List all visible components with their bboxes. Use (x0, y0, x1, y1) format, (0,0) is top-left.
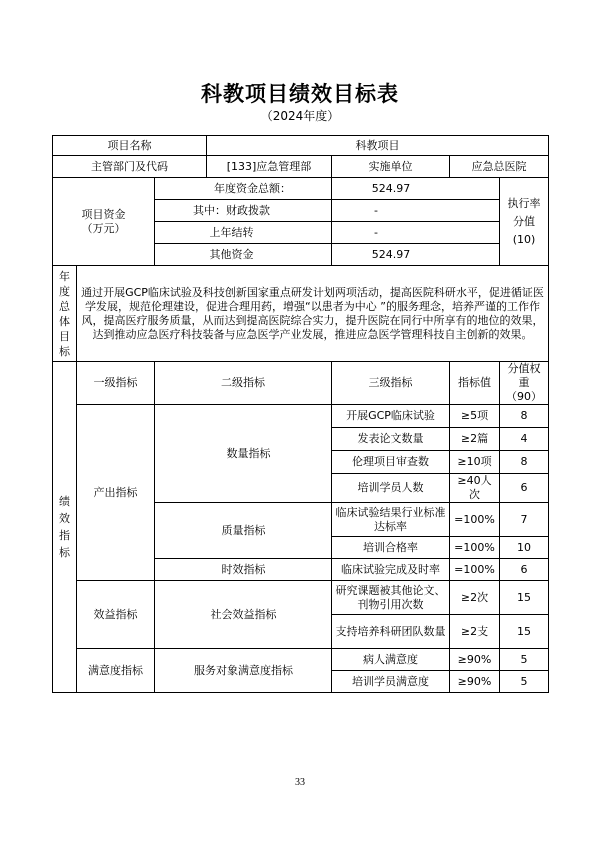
level2-quality: 质量指标 (155, 503, 332, 559)
funds-fiscal-label: 其中：财政拨款 (155, 200, 332, 222)
indicator-value: ≥2支 (450, 615, 500, 649)
table-row (53, 156, 549, 178)
dept-value: [133]应急管理部 (207, 156, 332, 178)
header-weight: 分值权重 （90） (500, 362, 549, 405)
header-level1: 一级指标 (77, 362, 155, 405)
table-row (53, 405, 549, 428)
indicator-weight: 5 (500, 671, 549, 693)
indicator-value: =100% (450, 537, 500, 559)
indicator-weight: 7 (500, 503, 549, 537)
header-level3: 三级指标 (332, 362, 450, 405)
unit-value: 应急总医院 (450, 156, 549, 178)
indicator-name: 开展GCP临床试验 (332, 405, 450, 428)
indicator-name: 临床试验结果行业标准达标率 (332, 503, 450, 537)
table-row (53, 649, 549, 671)
goal-label: 年 度 总 体 目 标 (53, 266, 77, 362)
indicator-value: ≥40人次 (450, 474, 500, 503)
indicator-name: 支持培养科研团队数量 (332, 615, 450, 649)
page-number: 33 (295, 777, 305, 788)
funds-label: 项目资金 （万元） (53, 178, 155, 266)
indicator-value: ≥90% (450, 649, 500, 671)
indicator-name: 培训学员满意度 (332, 671, 450, 693)
performance-table (52, 135, 549, 693)
document-subtitle: （2024年度） (260, 109, 340, 123)
indicator-name: 研究课题被其他论文、刊物引用次数 (332, 581, 450, 615)
level1-benefit: 效益指标 (77, 581, 155, 649)
level1-output: 产出指标 (77, 405, 155, 581)
indicator-value: ≥2篇 (450, 428, 500, 451)
funds-total-label: 年度资金总额： (155, 178, 332, 200)
indicator-weight: 6 (500, 559, 549, 581)
funds-carryover-label: 上年结转 (155, 222, 332, 244)
header-level2: 二级指标 (155, 362, 332, 405)
exec-rate-label: 执行率 分值(10) (500, 178, 549, 266)
header-value: 指标值 (450, 362, 500, 405)
goal-text: 通过开展GCP临床试验及科技创新国家重点研发计划两项活动，提高医院科研水平，促进循证医学发展，规范伦理建设，促进合理用药，增强“以患者为中心 ”的服务理念，培养严谨的工作作风，提高医疗服务质量，从而达到提高医院综合实力，提升医院在同行中所享有的地位的效果，达到推动应急医疗科技装备与应急医学产业发展，推进应急医学管理科技自主创新的效果。 (77, 266, 549, 362)
indicator-weight: 8 (500, 451, 549, 474)
indicator-name: 临床试验完成及时率 (332, 559, 450, 581)
indicator-weight: 15 (500, 615, 549, 649)
funds-carryover-value: - (332, 222, 500, 244)
indicator-name: 发表论文数量 (332, 428, 450, 451)
level2-timeliness: 时效指标 (155, 559, 332, 581)
level2-quantity: 数量指标 (155, 405, 332, 503)
unit-label: 实施单位 (332, 156, 450, 178)
indicator-weight: 8 (500, 405, 549, 428)
indicator-weight: 6 (500, 474, 549, 503)
funds-other-label: 其他资金 (155, 244, 332, 266)
document-title: 科教项目绩效目标表 (201, 82, 399, 106)
level2-social: 社会效益指标 (155, 581, 332, 649)
funds-other-value: 524.97 (332, 244, 500, 266)
indicator-value: ≥2次 (450, 581, 500, 615)
table-row (53, 266, 549, 362)
dept-label: 主管部门及代码 (53, 156, 207, 178)
indicator-value: =100% (450, 503, 500, 537)
funds-total-value: 524.97 (332, 178, 500, 200)
funds-fiscal-value: - (332, 200, 500, 222)
level2-service: 服务对象满意度指标 (155, 649, 332, 693)
indicator-value: =100% (450, 559, 500, 581)
table-row (53, 362, 549, 405)
indicator-weight: 15 (500, 581, 549, 615)
indicator-name: 培训学员人数 (332, 474, 450, 503)
indicator-weight: 10 (500, 537, 549, 559)
indicator-name: 伦理项目审查数 (332, 451, 450, 474)
level1-satisfaction: 满意度指标 (77, 649, 155, 693)
table-row (53, 178, 549, 200)
table-row (53, 136, 549, 156)
table-row (53, 581, 549, 615)
indicator-value: ≥10项 (450, 451, 500, 474)
project-name-label: 项目名称 (53, 136, 207, 156)
indicator-value: ≥90% (450, 671, 500, 693)
indicator-weight: 5 (500, 649, 549, 671)
indicator-section-label: 绩 效 指 标 (53, 362, 77, 693)
indicator-name: 病人满意度 (332, 649, 450, 671)
indicator-value: ≥5项 (450, 405, 500, 428)
indicator-name: 培训合格率 (332, 537, 450, 559)
indicator-weight: 4 (500, 428, 549, 451)
project-name-value: 科教项目 (207, 136, 549, 156)
